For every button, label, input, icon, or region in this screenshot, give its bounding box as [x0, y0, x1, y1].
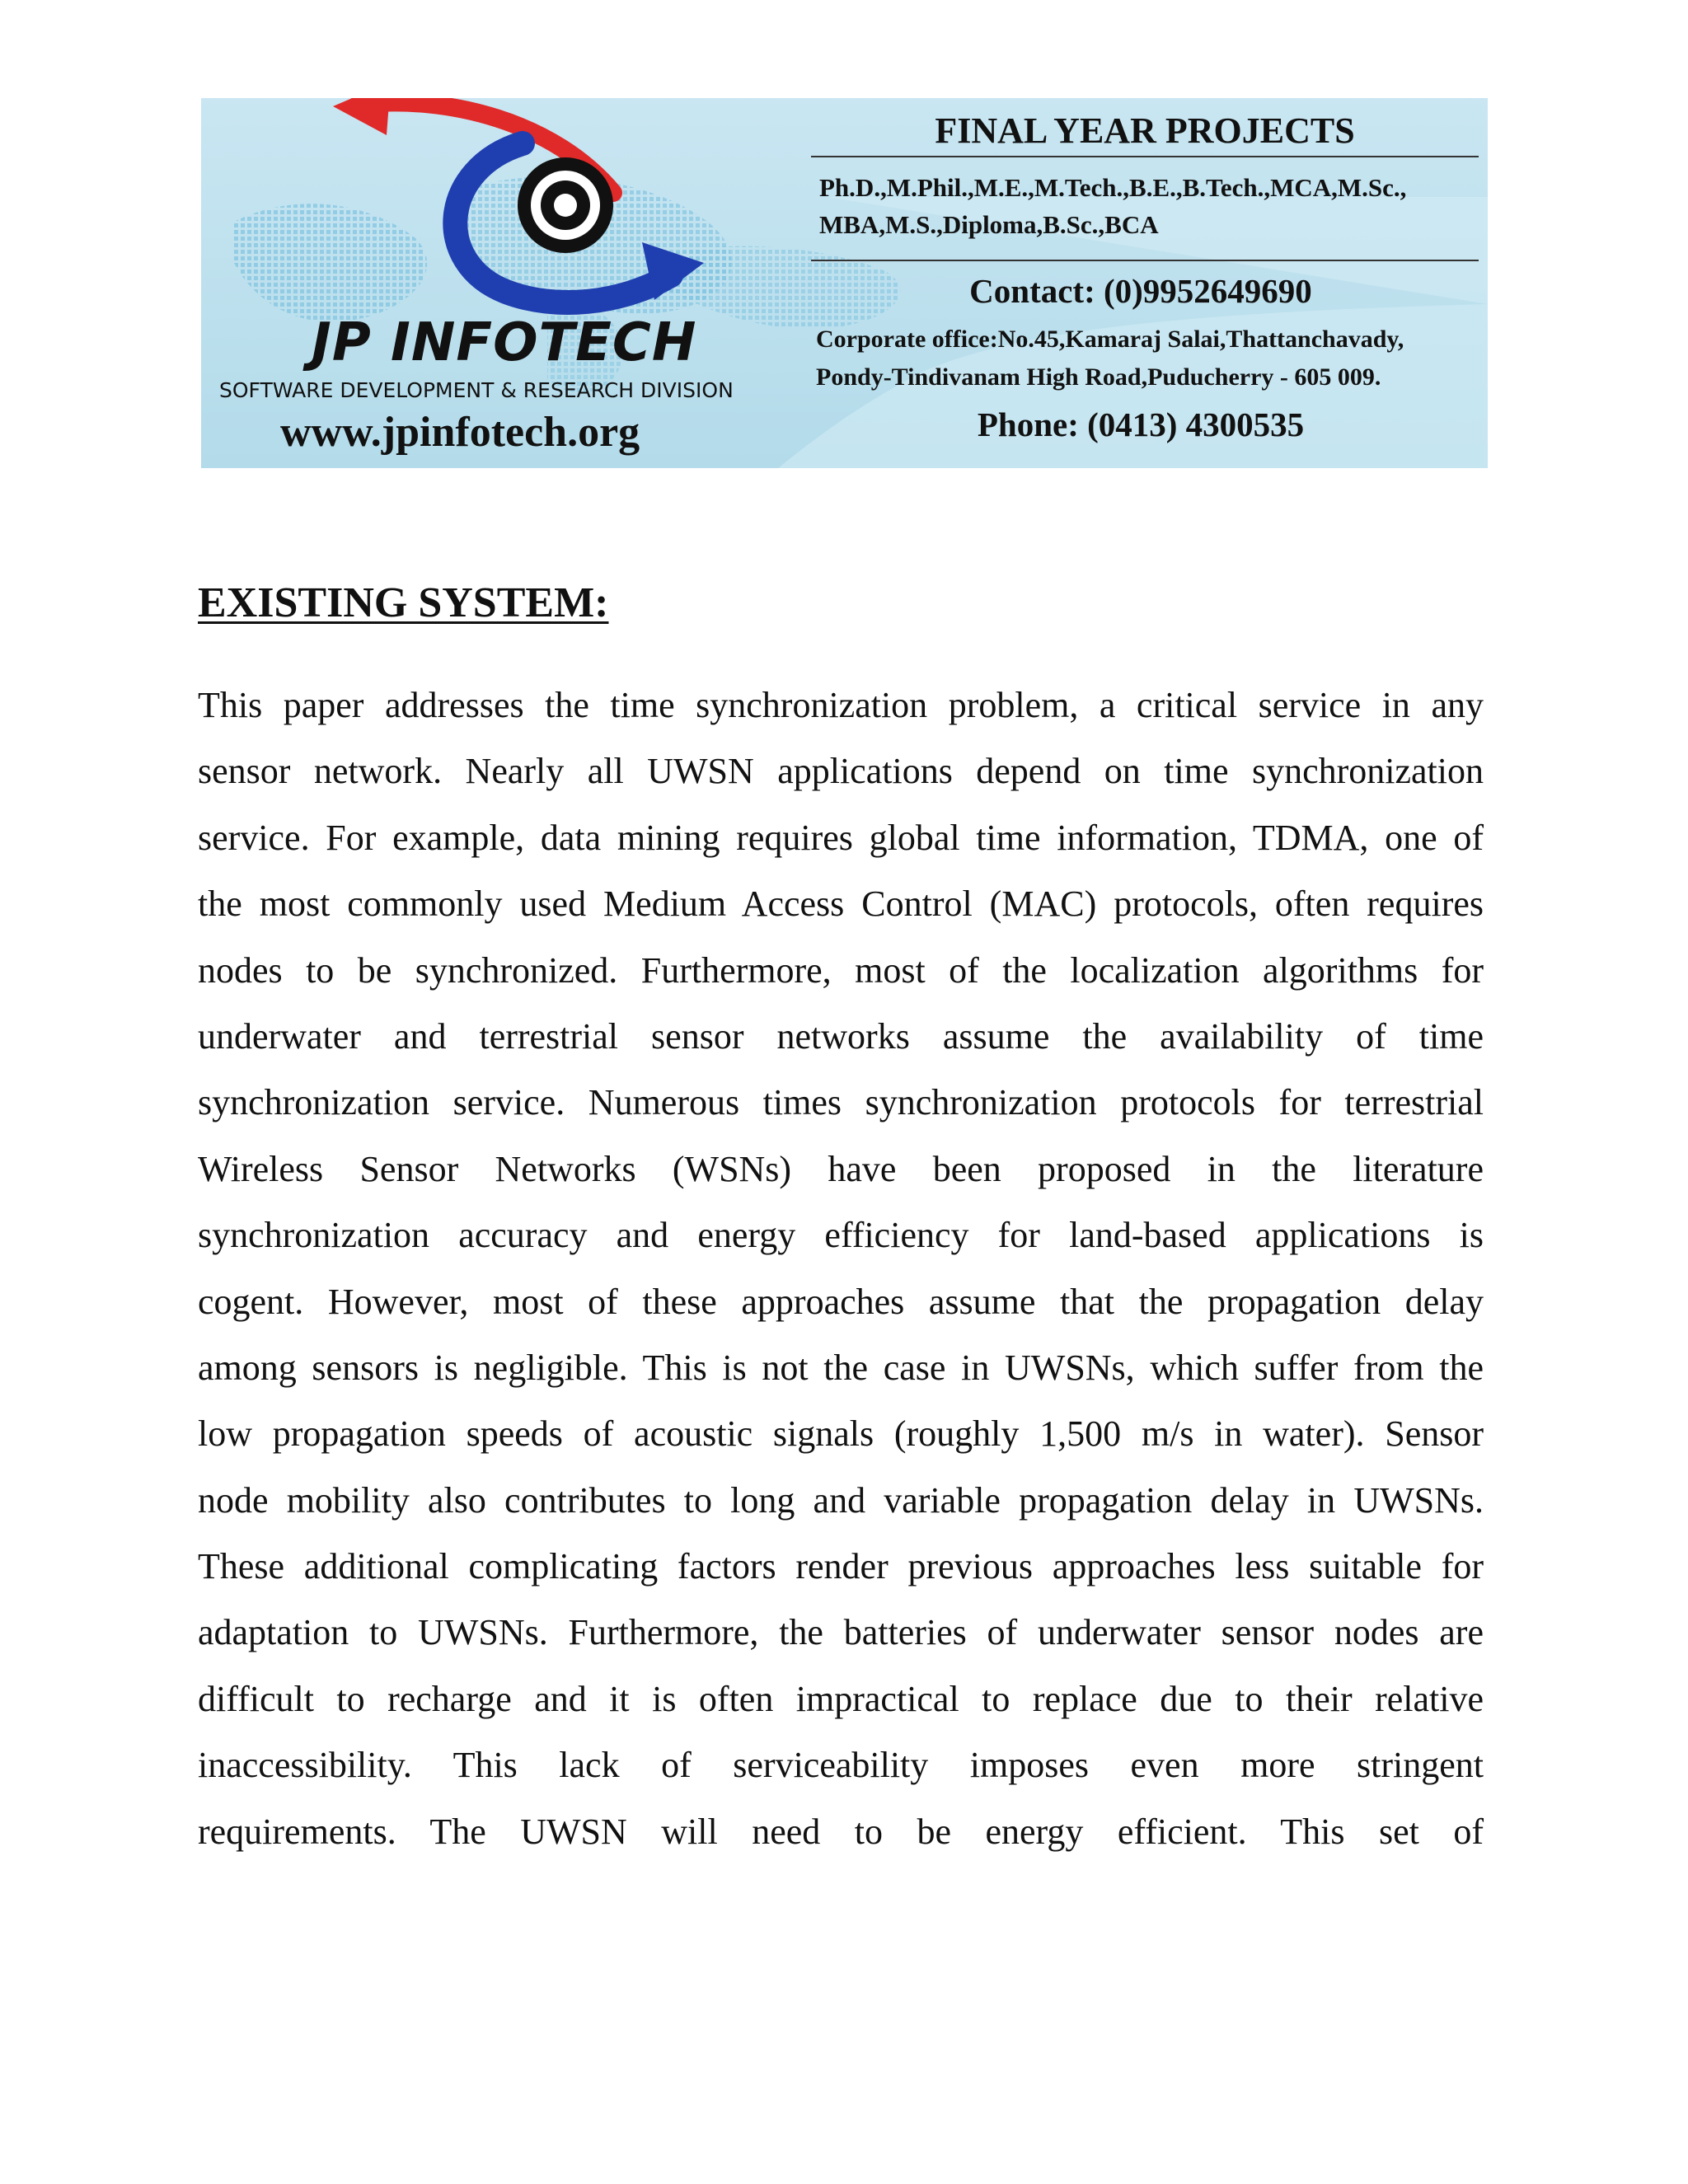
text-line: sensor network. Nearly all UWSN applications depend on time synchronization	[198, 751, 1484, 792]
section-heading: EXISTING SYSTEM:	[198, 579, 609, 626]
text-line: These additional complicating factors render previous approaches less suitable for	[198, 1546, 1484, 1587]
website-link[interactable]: www.jpinfotech.org	[280, 409, 640, 456]
text-line: the most commonly used Medium Access Control (MAC) protocols, often requires	[198, 883, 1484, 925]
banner-title: FINAL YEAR PROJECTS	[935, 110, 1355, 151]
courses-line: Ph.D.,M.Phil.,M.E.,M.Tech.,B.E.,B.Tech.,MCA,M.Sc.,	[819, 173, 1407, 202]
contact-number: Contact: (0)9952649690	[969, 272, 1312, 310]
text-line: nodes to be synchronized. Furthermore, most of the localization algorithms for	[198, 949, 1484, 991]
header-banner	[201, 98, 1488, 468]
text-line: adaptation to UWSNs. Furthermore, the batteries of underwater sensor nodes are	[198, 1612, 1484, 1653]
divider	[811, 260, 1479, 261]
text-line: Wireless Sensor Networks (WSNs) have been proposed in the literature	[198, 1148, 1484, 1189]
text-line: low propagation speeds of acoustic signals (roughly 1,500 m/s in water). Sensor	[198, 1413, 1484, 1455]
body-paragraph	[198, 673, 1484, 1865]
courses-list	[819, 169, 1406, 243]
text-line: synchronization service. Numerous times synchronization protocols for terrestrial	[198, 1082, 1484, 1123]
office-address	[816, 321, 1404, 396]
brand-tagline: SOFTWARE DEVELOPMENT & RESEARCH DIVISION	[219, 378, 734, 402]
banner-info-panel	[811, 98, 1488, 468]
text-line: service. For example, data mining requires global time information, TDMA, one of	[198, 817, 1484, 858]
divider	[811, 156, 1479, 157]
phone-number: Phone: (0413) 4300535	[977, 405, 1305, 443]
address-line: Corporate office:No.45,Kamaraj Salai,Thattanchavady,	[816, 326, 1404, 353]
text-line: underwater and terrestrial sensor networks assume the availability of time	[198, 1015, 1484, 1057]
text-line: node mobility also contributes to long and variable propagation delay in UWSNs.	[198, 1479, 1484, 1521]
text-line: difficult to recharge and it is often impractical to replace due to their relative	[198, 1678, 1484, 1719]
text-line: synchronization accuracy and energy efficiency for land-based applications is	[198, 1215, 1484, 1256]
text-line: cogent. However, most of these approaches assume that the propagation delay	[198, 1281, 1484, 1322]
text-line: requirements. The UWSN will need to be energy efficient. This set of	[198, 1811, 1484, 1852]
text-line: This paper addresses the time synchronization problem, a critical service in any	[198, 685, 1484, 725]
text-line: inaccessibility. This lack of serviceability imposes even more stringent	[198, 1745, 1484, 1786]
address-line: Pondy-Tindivanam High Road,Puducherry - 605 009.	[816, 363, 1381, 391]
courses-line: MBA,M.S.,Diploma,B.Sc.,BCA	[819, 210, 1159, 239]
text-line: among sensors is negligible. This is not the case in UWSNs, which suffer from the	[198, 1347, 1484, 1388]
brand-name: JP INFOTECH	[312, 312, 697, 373]
